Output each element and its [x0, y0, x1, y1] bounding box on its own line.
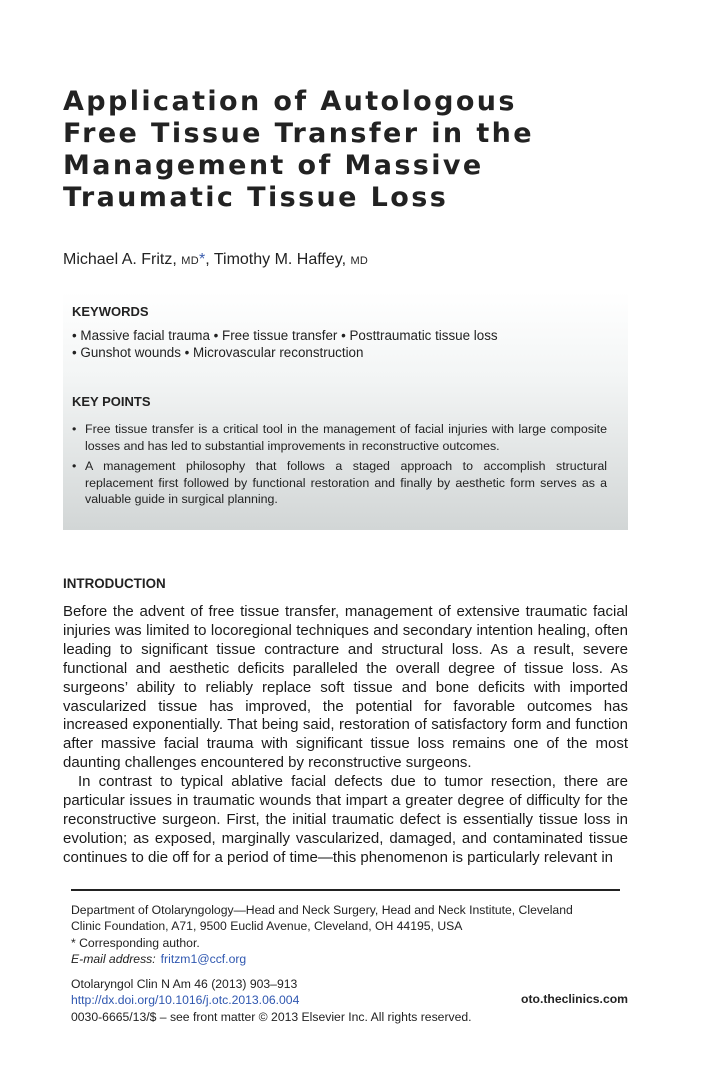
copyright-line: 0030-6665/13/$ – see front matter © 2013 Elsevier Inc. All rights reserved. — [71, 1009, 472, 1024]
email-label: E-mail address: — [71, 951, 156, 966]
corresponding-author-mark[interactable]: * — [198, 251, 206, 268]
affiliation-line: Department of Otolaryngology—Head and Neck Surgery, Head and Neck Institute, Cleveland — [71, 903, 573, 917]
keywords-line: • Gunshot wounds • Microvascular reconstruction — [72, 345, 364, 360]
doi-link[interactable]: http://dx.doi.org/10.1016/j.otc.2013.06.004 — [71, 993, 300, 1008]
bullet: • — [72, 422, 77, 436]
key-point-text: A management philosophy that follows a staged approach to accomplish structural replacement first followed by functional restoration and finally by aesthetic form serves as a valuable guide in surgical planning. — [85, 459, 607, 506]
title-line: Management of Massive — [63, 150, 484, 181]
paragraph: Before the advent of free tissue transfer, management of extensive traumatic facial injuries was limited to locoregional techniques and secondary intention healing, often leading to significant tissue contracture and structural loss. As a result, severe functional and aesthetic deficits paralleled the overall degree of tissue loss. As surgeons’ ability to reliably replace soft tissue and bone deficits with imported vascularized tissue has improved, the potential for favorable outcomes has increased exponentially. That being said, restoration of satisfactory form and function after massive facial trauma with significant tissue loss remains one of the most daunting challenges encountered by reconstructive surgeons. — [63, 603, 628, 772]
corresponding-author-note: * Corresponding author. — [71, 935, 200, 950]
key-point-text: Free tissue transfer is a critical tool in the management of facial injuries with large composite losses and has led to substantial improvements in reconstructive outcomes. — [85, 422, 607, 453]
author-name: Michael A. Fritz, — [63, 251, 177, 268]
footnote — [71, 902, 623, 967]
keywords-heading: KEYWORDS — [72, 304, 149, 319]
journal-citation: Otolaryngol Clin N Am 46 (2013) 903–913 — [71, 977, 298, 991]
email-link[interactable]: fritzm1@ccf.org — [160, 951, 247, 966]
affiliation-line: Clinic Foundation, A71, 9500 Euclid Avenue, Cleveland, OH 44195, USA — [71, 919, 463, 934]
author-degree: MD — [181, 255, 199, 267]
section-heading: INTRODUCTION — [63, 576, 166, 591]
bullet: • — [72, 459, 77, 473]
title-line: Traumatic Tissue Loss — [63, 182, 449, 213]
body-text — [63, 603, 628, 868]
author-degree: MD — [350, 255, 369, 267]
article-title — [63, 86, 623, 214]
journal-site-url[interactable]: oto.theclinics.com — [521, 992, 628, 1006]
key-points-heading: KEY POINTS — [72, 394, 151, 409]
footnote-divider — [71, 889, 620, 891]
email-line — [71, 951, 623, 967]
key-point-item — [72, 421, 607, 454]
author-separator: , — [205, 251, 210, 268]
paragraph: In contrast to typical ablative facial defects due to tumor resection, there are particular issues in traumatic wounds that impart a greater degree of difficulty for the reconstructive surgeon. First, the initial traumatic defect is essentially tissue loss in evolution; as exposed, marginally vascularized, damaged, and contaminated tissue continues to die off for a period of time—this phenomenon is particularly relevant in — [63, 773, 628, 866]
keywords-box — [63, 292, 628, 530]
author-list — [63, 251, 368, 269]
author-name: Timothy M. Haffey, — [213, 251, 347, 268]
key-point-item — [72, 458, 607, 508]
keywords-line: • Massive facial trauma • Free tissue transfer • Posttraumatic tissue loss — [72, 328, 498, 343]
title-line: Free Tissue Transfer in the — [63, 118, 534, 149]
title-line: Application of Autologous — [63, 86, 517, 117]
